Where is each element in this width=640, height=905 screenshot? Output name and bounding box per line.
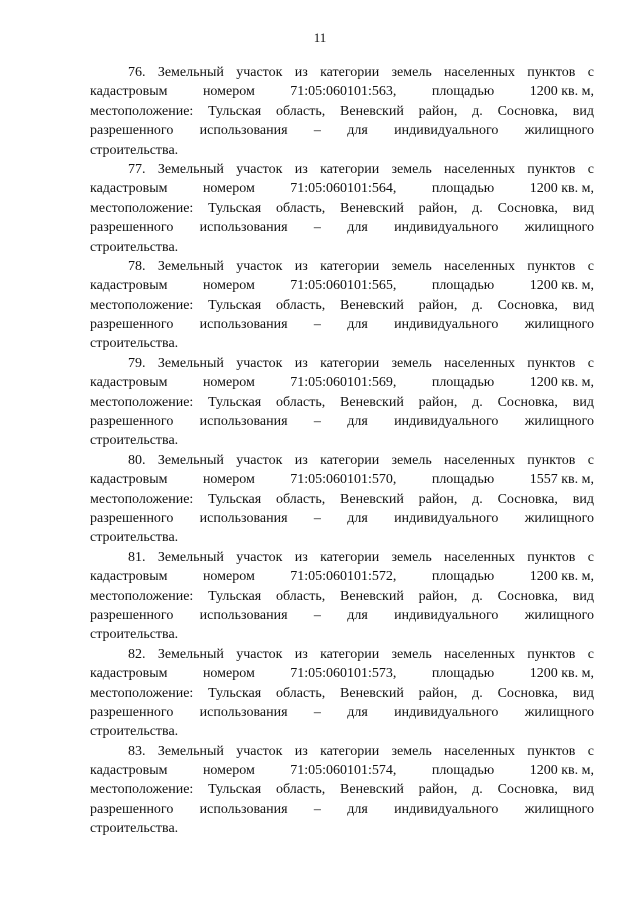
entry-word: Веневский (340, 782, 404, 798)
entry-word: район, (418, 200, 458, 216)
entry-line-1 (90, 354, 594, 373)
entry-word: индивидуального (394, 607, 499, 623)
entry-line-3 (90, 490, 594, 509)
entry-line-5 (90, 819, 594, 838)
entry-word: строительства. (90, 821, 179, 837)
entry-number: 83. (128, 743, 146, 759)
entry-word: – (313, 414, 321, 430)
plot-area: 1200 кв. м, (529, 569, 594, 585)
entry-word: для (347, 801, 368, 817)
entry-word: пунктов (527, 549, 576, 565)
entry-word: населенных (444, 355, 515, 371)
entry-number: 81. (128, 549, 146, 565)
entry-word: район, (418, 588, 458, 604)
entry-number: 76. (128, 65, 146, 80)
entry-word: Сосновка, (497, 588, 558, 604)
entry-word: местоположение: (90, 685, 194, 701)
entry-word: область, (276, 394, 326, 410)
entry-word: номером (202, 472, 255, 488)
entry-word: Веневский (340, 685, 404, 701)
entry-word: индивидуального (394, 220, 499, 236)
entry-word: Тульская (208, 782, 262, 798)
cadastral-number: 71:05:060101:572, (290, 569, 397, 585)
entry-word: из (294, 646, 308, 662)
entry-word: Земельный (157, 452, 224, 468)
entry-word: строительства. (90, 433, 179, 449)
cadastral-number: 71:05:060101:574, (290, 763, 397, 779)
entry-word: жилищного (524, 414, 594, 430)
entry-line-3 (90, 393, 594, 412)
entry-line-2 (90, 761, 594, 780)
entry-word: из (294, 355, 308, 371)
entry-word: кадастровым (90, 666, 168, 682)
entry-word: населенных (444, 743, 515, 759)
entry-word: Сосновка, (497, 782, 558, 798)
entry-word: разрешенного (90, 414, 174, 430)
entry-line-4 (90, 800, 594, 819)
entry-word: для (347, 607, 368, 623)
entry-word: – (313, 607, 321, 623)
entry-word: площадью (431, 763, 495, 779)
entry-word: с (587, 743, 594, 759)
entry-word: с (587, 65, 594, 80)
entry-word: из (294, 452, 308, 468)
entry-word: кадастровым (90, 472, 168, 488)
entry-word: разрешенного (90, 510, 174, 526)
entry-word: область, (276, 782, 326, 798)
entry-line-5 (90, 722, 594, 741)
entry-word: кадастровым (90, 84, 168, 100)
entry-word: д. (472, 394, 483, 410)
entry-line-4 (90, 509, 594, 528)
entry-word: Земельный (157, 743, 224, 759)
entry-number: 78. (128, 258, 146, 274)
entry-word: Сосновка, (497, 200, 558, 216)
entry-word: индивидуального (394, 123, 499, 139)
entry-line-3 (90, 684, 594, 703)
entry-word: категории (320, 549, 380, 565)
entry-word: – (313, 704, 321, 720)
entry-word: д. (472, 782, 483, 798)
plot-area: 1200 кв. м, (529, 763, 594, 779)
land-plot-entry (90, 63, 594, 160)
entry-word: Тульская (208, 685, 262, 701)
entry-word: пунктов (527, 258, 576, 274)
entry-word: д. (472, 491, 483, 507)
entry-word: участок (236, 161, 283, 177)
entry-line-1 (90, 257, 594, 276)
entry-word: индивидуального (394, 317, 499, 333)
entry-line-5 (90, 625, 594, 644)
land-plot-entry (90, 645, 594, 742)
entry-word: площадью (431, 84, 495, 100)
entry-word: номером (202, 763, 255, 779)
entry-word: – (313, 801, 321, 817)
entry-line-5 (90, 431, 594, 450)
entry-word: участок (236, 65, 283, 80)
entry-word: Веневский (340, 394, 404, 410)
entry-word: – (313, 317, 321, 333)
entry-word: категории (320, 646, 380, 662)
cadastral-number: 71:05:060101:570, (290, 472, 397, 488)
plot-area: 1200 кв. м, (529, 84, 594, 100)
entry-word: область, (276, 297, 326, 313)
entry-word: категории (320, 258, 380, 274)
entry-word: – (313, 123, 321, 139)
entry-line-3 (90, 102, 594, 121)
entry-word: Тульская (208, 103, 262, 119)
entry-word: номером (202, 375, 255, 391)
entry-line-2 (90, 276, 594, 295)
entry-word: вид (572, 491, 594, 507)
land-plot-entry (90, 257, 594, 354)
entry-word: с (587, 646, 594, 662)
entry-word: площадью (431, 666, 495, 682)
entry-number: 82. (128, 646, 146, 662)
entry-word: категории (320, 65, 380, 80)
entry-line-1 (90, 451, 594, 470)
entry-word: населенных (444, 161, 515, 177)
entry-word: категории (320, 452, 380, 468)
entry-word: из (294, 65, 308, 80)
entry-line-1 (90, 645, 594, 664)
entry-word: район, (418, 103, 458, 119)
entry-line-4 (90, 315, 594, 334)
entry-line-1 (90, 160, 594, 179)
entry-line-2 (90, 470, 594, 489)
entry-line-2 (90, 373, 594, 392)
entry-word: с (587, 452, 594, 468)
entry-word: Веневский (340, 588, 404, 604)
entry-word: для (347, 414, 368, 430)
entry-word: кадастровым (90, 763, 168, 779)
cadastral-number: 71:05:060101:565, (290, 278, 397, 294)
entry-line-1 (90, 548, 594, 567)
entry-line-2 (90, 179, 594, 198)
entry-word: пунктов (527, 161, 576, 177)
entry-word: индивидуального (394, 801, 499, 817)
entry-word: кадастровым (90, 569, 168, 585)
entry-word: разрешенного (90, 220, 174, 236)
entry-word: д. (472, 685, 483, 701)
entry-word: район, (418, 297, 458, 313)
entry-line-5 (90, 334, 594, 353)
entry-word: жилищного (524, 607, 594, 623)
plot-area: 1200 кв. м, (529, 181, 594, 197)
entry-word: местоположение: (90, 103, 194, 119)
document-body (90, 63, 594, 839)
entry-word: использования (199, 801, 288, 817)
entry-word: жилищного (524, 704, 594, 720)
entry-word: использования (199, 220, 288, 236)
entry-word: пунктов (527, 65, 576, 80)
entry-word: индивидуального (394, 510, 499, 526)
land-plot-entry (90, 548, 594, 645)
entry-word: Земельный (157, 355, 224, 371)
entry-word: местоположение: (90, 297, 194, 313)
entry-word: область, (276, 200, 326, 216)
entry-word: из (294, 549, 308, 565)
entry-word: использования (199, 317, 288, 333)
entry-word: Сосновка, (497, 394, 558, 410)
entry-word: Веневский (340, 103, 404, 119)
entry-word: с (587, 355, 594, 371)
plot-area: 1557 кв. м, (529, 472, 594, 488)
entry-word: площадью (431, 569, 495, 585)
entry-line-4 (90, 218, 594, 237)
entry-word: Тульская (208, 588, 262, 604)
entry-line-3 (90, 199, 594, 218)
entry-word: участок (236, 549, 283, 565)
entry-word: населенных (444, 549, 515, 565)
plot-area: 1200 кв. м, (529, 666, 594, 682)
entry-word: Сосновка, (497, 103, 558, 119)
entry-word: местоположение: (90, 200, 194, 216)
entry-word: номером (202, 181, 255, 197)
entry-word: участок (236, 355, 283, 371)
entry-word: с (587, 258, 594, 274)
entry-word: вид (572, 200, 594, 216)
entry-word: земель (391, 646, 432, 662)
entry-word: Веневский (340, 491, 404, 507)
entry-number: 79. (128, 355, 146, 371)
plot-area: 1200 кв. м, (529, 375, 594, 391)
entry-word: – (313, 220, 321, 236)
entry-word: площадью (431, 375, 495, 391)
entry-word: строительства. (90, 627, 179, 643)
entry-word: участок (236, 743, 283, 759)
entry-word: площадью (431, 278, 495, 294)
entry-word: номером (202, 569, 255, 585)
entry-word: номером (202, 278, 255, 294)
cadastral-number: 71:05:060101:569, (290, 375, 397, 391)
land-plot-entry (90, 354, 594, 451)
entry-word: номером (202, 666, 255, 682)
entry-word: жилищного (524, 220, 594, 236)
entry-word: кадастровым (90, 375, 168, 391)
entry-word: населенных (444, 65, 515, 80)
entry-word: использования (199, 123, 288, 139)
entry-word: пунктов (527, 355, 576, 371)
entry-word: индивидуального (394, 704, 499, 720)
entry-word: земель (391, 258, 432, 274)
entry-word: разрешенного (90, 704, 174, 720)
entry-word: использования (199, 414, 288, 430)
entry-word: Земельный (157, 646, 224, 662)
entry-word: область, (276, 491, 326, 507)
entry-word: пунктов (527, 452, 576, 468)
entry-word: кадастровым (90, 181, 168, 197)
entry-word: разрешенного (90, 607, 174, 623)
entry-word: категории (320, 743, 380, 759)
entry-word: пунктов (527, 646, 576, 662)
entry-word: жилищного (524, 801, 594, 817)
entry-word: вид (572, 394, 594, 410)
entry-word: местоположение: (90, 491, 194, 507)
entry-word: Земельный (157, 161, 224, 177)
entry-word: участок (236, 452, 283, 468)
entry-word: категории (320, 161, 380, 177)
entry-word: участок (236, 646, 283, 662)
entry-word: вид (572, 297, 594, 313)
entry-word: жилищного (524, 317, 594, 333)
entry-word: вид (572, 103, 594, 119)
entry-word: населенных (444, 452, 515, 468)
entry-line-2 (90, 567, 594, 586)
entry-word: земель (391, 161, 432, 177)
entry-word: область, (276, 588, 326, 604)
entry-word: местоположение: (90, 782, 194, 798)
entry-word: площадью (431, 472, 495, 488)
entry-line-2 (90, 82, 594, 101)
entry-word: д. (472, 297, 483, 313)
entry-word: область, (276, 103, 326, 119)
entry-word: из (294, 161, 308, 177)
entry-word: район, (418, 782, 458, 798)
entry-line-5 (90, 238, 594, 257)
entry-word: категории (320, 355, 380, 371)
entry-word: строительства. (90, 336, 179, 352)
entry-word: разрешенного (90, 123, 174, 139)
entry-word: разрешенного (90, 317, 174, 333)
entry-line-1 (90, 742, 594, 761)
entry-word: Тульская (208, 200, 262, 216)
entry-word: область, (276, 685, 326, 701)
entry-line-4 (90, 121, 594, 140)
entry-number: 80. (128, 452, 146, 468)
entry-word: Земельный (157, 549, 224, 565)
entry-line-4 (90, 606, 594, 625)
entry-word: номером (202, 84, 255, 100)
entry-word: земель (391, 355, 432, 371)
land-plot-entry (90, 742, 594, 839)
entry-word: Тульская (208, 491, 262, 507)
entry-word: Сосновка, (497, 685, 558, 701)
entry-line-5 (90, 141, 594, 160)
entry-word: д. (472, 588, 483, 604)
entry-word: Веневский (340, 200, 404, 216)
entry-number: 77. (128, 161, 146, 177)
entry-word: с (587, 549, 594, 565)
entry-word: – (313, 510, 321, 526)
entry-word: строительства. (90, 142, 179, 158)
entry-word: Тульская (208, 297, 262, 313)
entry-word: Сосновка, (497, 491, 558, 507)
entry-word: район, (418, 394, 458, 410)
entry-line-3 (90, 296, 594, 315)
entry-word: местоположение: (90, 394, 194, 410)
entry-line-3 (90, 780, 594, 799)
entry-word: Тульская (208, 394, 262, 410)
entry-word: земель (391, 65, 432, 80)
cadastral-number: 71:05:060101:564, (290, 181, 397, 197)
entry-line-4 (90, 412, 594, 431)
entry-word: вид (572, 685, 594, 701)
plot-area: 1200 кв. м, (529, 278, 594, 294)
entry-word: для (347, 510, 368, 526)
entry-word: Земельный (157, 65, 224, 80)
entry-word: вид (572, 782, 594, 798)
cadastral-number: 71:05:060101:573, (290, 666, 397, 682)
entry-word: населенных (444, 258, 515, 274)
entry-word: разрешенного (90, 801, 174, 817)
entry-word: кадастровым (90, 278, 168, 294)
page-number: 11 (313, 30, 327, 45)
entry-word: Веневский (340, 297, 404, 313)
entry-word: д. (472, 103, 483, 119)
entry-line-3 (90, 587, 594, 606)
entry-word: участок (236, 258, 283, 274)
entry-word: населенных (444, 646, 515, 662)
entry-line-1 (90, 63, 594, 82)
entry-line-4 (90, 703, 594, 722)
entry-word: использования (199, 704, 288, 720)
entry-line-2 (90, 664, 594, 683)
entry-word: д. (472, 200, 483, 216)
entry-word: Сосновка, (497, 297, 558, 313)
entry-word: для (347, 123, 368, 139)
entry-line-5 (90, 528, 594, 547)
entry-word: для (347, 317, 368, 333)
entry-word: использования (199, 607, 288, 623)
entry-word: местоположение: (90, 588, 194, 604)
land-plot-entry (90, 160, 594, 257)
entry-word: вид (572, 588, 594, 604)
entry-word: из (294, 258, 308, 274)
entry-word: жилищного (524, 510, 594, 526)
land-plot-entry (90, 451, 594, 548)
entry-word: использования (199, 510, 288, 526)
entry-word: для (347, 704, 368, 720)
entry-word: строительства. (90, 239, 179, 255)
entry-word: район, (418, 685, 458, 701)
entry-word: для (347, 220, 368, 236)
entry-word: пунктов (527, 743, 576, 759)
entry-word: район, (418, 491, 458, 507)
entry-word: жилищного (524, 123, 594, 139)
cadastral-number: 71:05:060101:563, (290, 84, 397, 100)
entry-word: Земельный (157, 258, 224, 274)
entry-word: площадью (431, 181, 495, 197)
entry-word: строительства. (90, 724, 179, 740)
entry-word: земель (391, 549, 432, 565)
entry-word: строительства. (90, 530, 179, 546)
entry-word: индивидуального (394, 414, 499, 430)
entry-word: с (587, 161, 594, 177)
entry-word: земель (391, 743, 432, 759)
entry-word: из (294, 743, 308, 759)
entry-word: земель (391, 452, 432, 468)
